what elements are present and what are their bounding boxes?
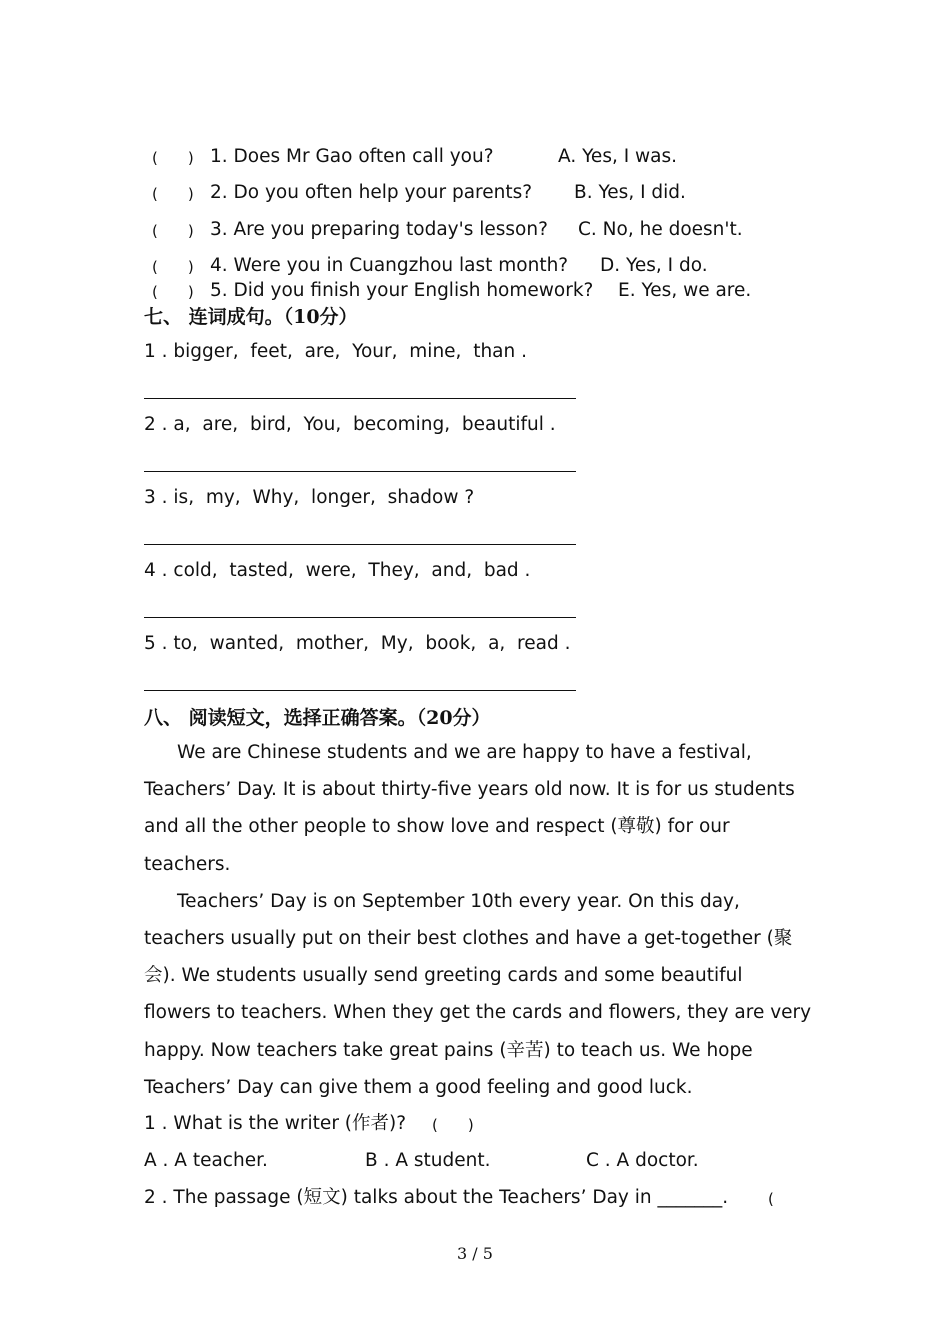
- question-text: 1 . What is the writer (作者)?: [144, 1113, 407, 1134]
- answer-bracket[interactable]: ( ): [152, 258, 194, 276]
- answer-line[interactable]: [144, 690, 576, 691]
- option-c: C . A doctor.: [586, 1150, 699, 1171]
- section-8-heading: 八、 阅读短文，选择正确答案。（20分）: [144, 707, 491, 729]
- passage-paragraph: [144, 883, 814, 1106]
- answer-line[interactable]: [144, 617, 576, 618]
- answer-bracket[interactable]: ( ): [432, 1116, 474, 1134]
- page-number: 3 / 5: [457, 1244, 493, 1263]
- answer-line[interactable]: [144, 471, 576, 472]
- option-b: B . A student.: [365, 1150, 491, 1171]
- answer-bracket[interactable]: ( ): [152, 185, 194, 203]
- section-7-heading: 七、 连词成句。（10分）: [144, 306, 358, 328]
- sentence-item: 5 . to, wanted, mother, My, book, a, read .: [144, 633, 571, 654]
- answer-bracket[interactable]: ( ): [152, 149, 194, 167]
- matching-answer: D. Yes, I do.: [600, 255, 708, 276]
- option-a: A . A teacher.: [144, 1150, 268, 1171]
- sentence-item: 3 . is, my, Why, longer, shadow ?: [144, 487, 475, 508]
- matching-question: 3. Are you preparing today's lesson?: [210, 219, 548, 240]
- matching-question: 1. Does Mr Gao often call you?: [210, 146, 494, 167]
- paragraph-text: We are Chinese students and we are happy to have a festival, Teachers’ Day. It is about thirty-five years old now. It is for us students and all the other people to show love and respect (尊敬) for our teachers.: [144, 742, 795, 875]
- sentence-item: 2 . a, are, bird, You, becoming, beautiful .: [144, 414, 556, 435]
- question-text: 2 . The passage (短文) talks about the Teachers’ Day in _______.: [144, 1187, 729, 1208]
- answer-bracket[interactable]: ( ): [152, 283, 194, 301]
- answer-bracket[interactable]: (: [768, 1190, 774, 1208]
- passage-paragraph: [144, 734, 814, 883]
- matching-question: 4. Were you in Cuangzhou last month?: [210, 255, 569, 276]
- answer-line[interactable]: [144, 544, 576, 545]
- matching-answer: A. Yes, I was.: [558, 146, 678, 167]
- answer-bracket[interactable]: ( ): [152, 222, 194, 240]
- matching-question: 5. Did you finish your English homework?: [210, 280, 594, 301]
- matching-question: 2. Do you often help your parents?: [210, 182, 533, 203]
- paragraph-text: Teachers’ Day is on September 10th every year. On this day, teachers usually put on their best clothes and have a get-together (聚会). We students usually send greeting cards and some beautiful flowers to teachers. When they get the cards and flowers, they are very happy. Now teachers take great pains (辛苦) to teach us. We hope Teachers’ Day can give them a good feeling and good luck.: [144, 890, 812, 1098]
- answer-line[interactable]: [144, 398, 576, 399]
- matching-answer: E. Yes, we are.: [618, 280, 752, 301]
- sentence-item: 1 . bigger, feet, are, Your, mine, than .: [144, 341, 527, 362]
- matching-answer: C. No, he doesn't.: [578, 219, 743, 240]
- sentence-item: 4 . cold, tasted, were, They, and, bad .: [144, 560, 531, 581]
- matching-answer: B. Yes, I did.: [574, 182, 686, 203]
- reading-passage: [144, 734, 814, 1106]
